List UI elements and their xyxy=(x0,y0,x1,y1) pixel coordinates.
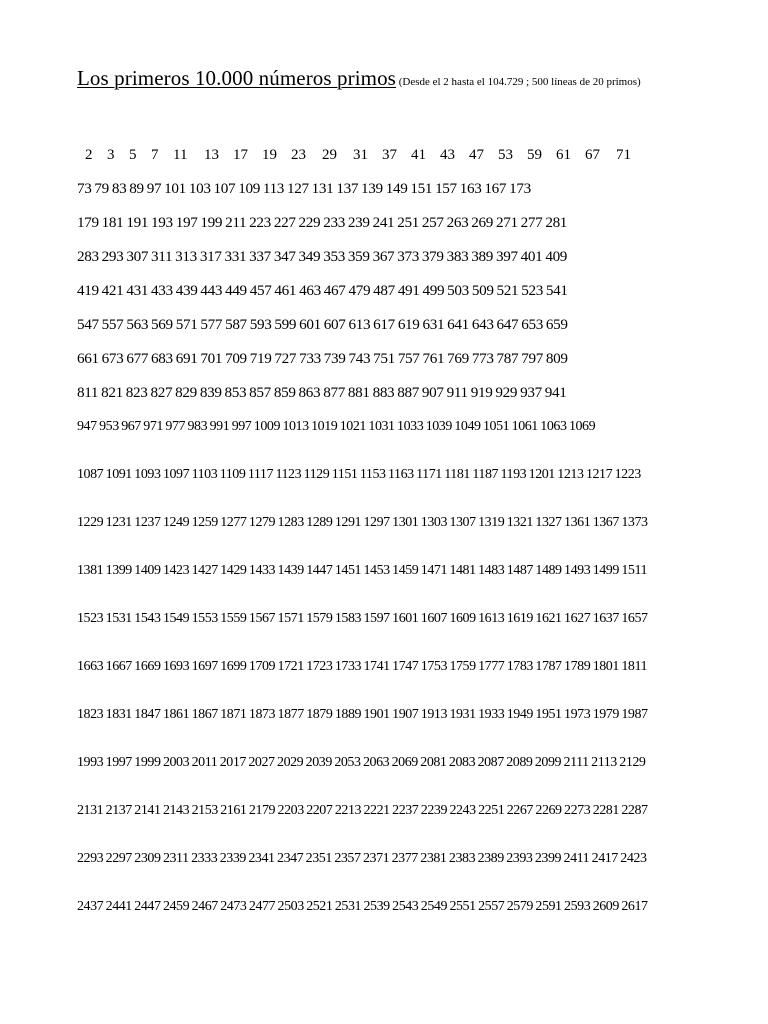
prime-number: 11 xyxy=(173,147,188,163)
primes-line: 2131 2137 2141 2143 2153 2161 2179 2203 2207 2213 2221 2237 2239 2243 2251 2267 2269 2273 2281 2287 xyxy=(77,803,648,818)
prime-number: 43 xyxy=(440,147,455,163)
primes-line: 947 953 967 971 977 983 991 997 1009 1013 1019 1021 1031 1033 1039 1049 1051 1061 1063 1069 xyxy=(77,419,596,434)
prime-number: 2 xyxy=(85,147,93,163)
document-title: Los primeros 10.000 números primos xyxy=(77,66,396,90)
prime-number: 17 xyxy=(233,147,248,163)
prime-number: 3 xyxy=(107,147,115,163)
primes-line: 1087 1091 1093 1097 1103 1109 1117 1123 1129 1151 1153 1163 1171 1181 1187 1193 1201 1213 1217 1223 xyxy=(77,467,641,482)
prime-number: 37 xyxy=(382,147,397,163)
primes-line: 1381 1399 1409 1423 1427 1429 1433 1439 1447 1451 1453 1459 1471 1481 1483 1487 1489 1493 1499 1511 xyxy=(77,563,648,578)
primes-first-line xyxy=(85,147,638,164)
primes-list xyxy=(77,180,689,946)
prime-number: 47 xyxy=(469,147,484,163)
document-subtitle: (Desde el 2 hasta el 104.729 ; 500 líneas de 20 primos) xyxy=(395,76,641,88)
primes-line: 1523 1531 1543 1549 1553 1559 1567 1571 1579 1583 1597 1601 1607 1609 1613 1619 1621 1627 1637 1657 xyxy=(77,611,648,626)
primes-line: 1823 1831 1847 1861 1867 1871 1873 1877 1879 1889 1901 1907 1913 1931 1933 1949 1951 1973 1979 1987 xyxy=(77,707,648,722)
prime-number: 71 xyxy=(616,147,631,163)
prime-number: 61 xyxy=(556,147,571,163)
prime-number: 59 xyxy=(527,147,542,163)
prime-number: 19 xyxy=(262,147,277,163)
primes-line: 1993 1997 1999 2003 2011 2017 2027 2029 2039 2053 2063 2069 2081 2083 2087 2089 2099 2111 2113 2129 xyxy=(77,755,646,770)
primes-line: 419 421 431 433 439 443 449 457 461 463 467 479 487 491 499 503 509 521 523 541 xyxy=(77,282,568,299)
primes-line: 661 673 677 683 691 701 709 719 727 733 739 743 751 757 761 769 773 787 797 809 xyxy=(77,350,568,367)
document-page xyxy=(77,66,697,914)
prime-number: 7 xyxy=(151,147,159,163)
primes-line: 547 557 563 569 571 577 587 593 599 601 607 613 617 619 631 641 643 647 653 659 xyxy=(77,316,568,333)
prime-number: 29 xyxy=(322,147,337,163)
primes-line: 1229 1231 1237 1249 1259 1277 1279 1283 1289 1291 1297 1301 1303 1307 1319 1321 1327 1361 1367 1373 xyxy=(77,515,648,530)
prime-number: 67 xyxy=(585,147,600,163)
prime-number: 31 xyxy=(353,147,368,163)
primes-line: 811 821 823 827 829 839 853 857 859 863 877 881 883 887 907 911 919 929 937 941 xyxy=(77,384,567,401)
prime-number: 53 xyxy=(498,147,513,163)
prime-number: 5 xyxy=(129,147,137,163)
primes-line: 1663 1667 1669 1693 1697 1699 1709 1721 1723 1733 1741 1747 1753 1759 1777 1783 1787 1789 1801 1811 xyxy=(77,659,648,674)
primes-line: 2437 2441 2447 2459 2467 2473 2477 2503 2521 2531 2539 2543 2549 2551 2557 2579 2591 2593 2609 2617 xyxy=(77,899,648,914)
primes-line: 179 181 191 193 197 199 211 223 227 229 233 239 241 251 257 263 269 271 277 281 xyxy=(77,214,568,231)
primes-line: 2293 2297 2309 2311 2333 2339 2341 2347 2351 2357 2371 2377 2381 2383 2389 2393 2399 2411 2417 2423 xyxy=(77,851,647,866)
prime-number: 13 xyxy=(204,147,219,163)
prime-number: 41 xyxy=(411,147,426,163)
prime-number: 23 xyxy=(291,147,306,163)
title-block xyxy=(77,66,697,90)
primes-line: 283 293 307 311 313 317 331 337 347 349 353 359 367 373 379 383 389 397 401 409 xyxy=(77,248,568,265)
primes-line: 73 79 83 89 97 101 103 107 109 113 127 131 137 139 149 151 157 163 167 173 xyxy=(77,180,531,197)
